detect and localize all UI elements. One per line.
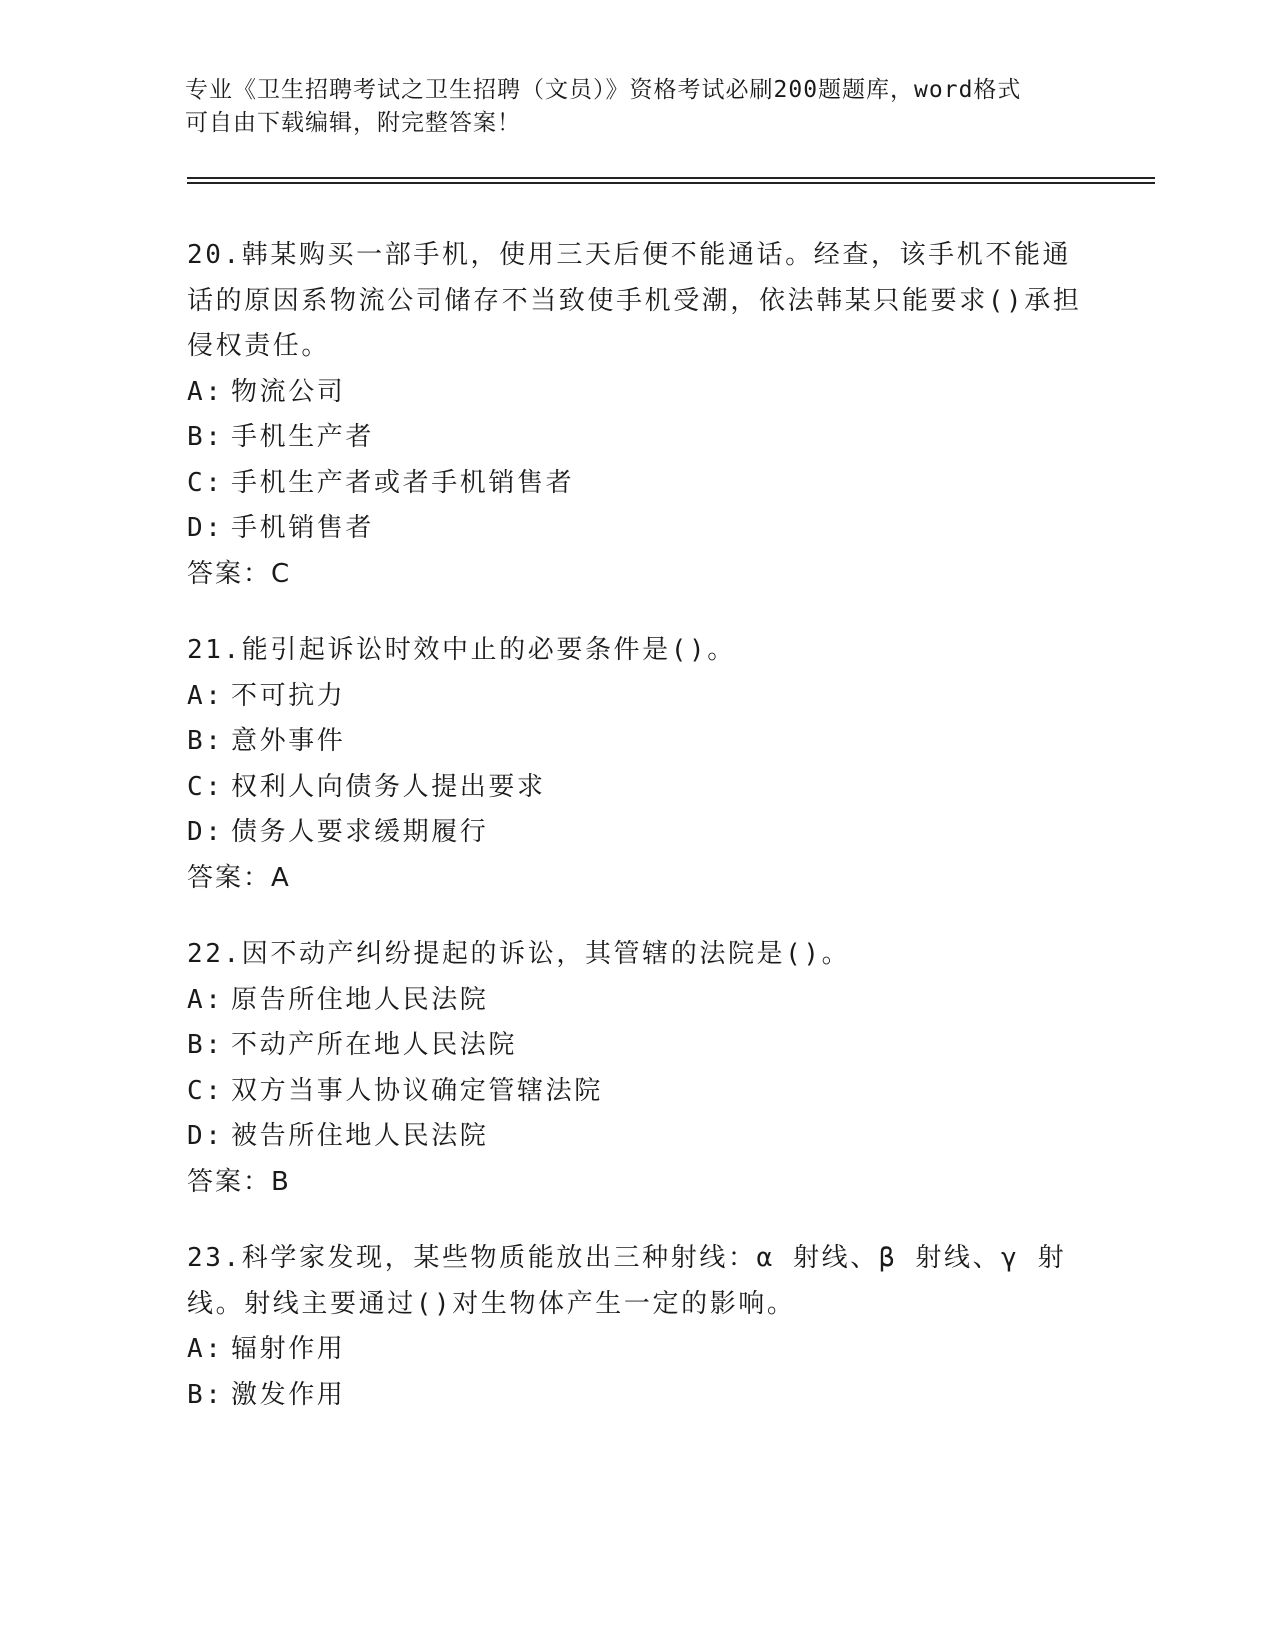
- option-text: 被告所住地人民法院: [231, 1121, 489, 1151]
- option-letter: A:: [187, 376, 224, 407]
- option-text: 手机生产者: [231, 422, 375, 452]
- option-letter: C:: [187, 467, 224, 498]
- option-text: 权利人向债务人提出要求: [231, 771, 546, 802]
- answer-line: [187, 856, 1087, 902]
- header-divider-top: [187, 177, 1155, 179]
- option-letter: D:: [187, 513, 224, 543]
- option-letter: D:: [187, 1121, 224, 1151]
- option-letter: B:: [187, 726, 224, 756]
- question-20: [187, 233, 1087, 597]
- question-22: [187, 932, 1087, 1205]
- option-a: [187, 978, 1087, 1024]
- option-letter: B:: [187, 422, 224, 452]
- answer-label: 答案：: [187, 862, 272, 893]
- option-a: [187, 674, 1087, 720]
- option-text: 债务人要求缓期履行: [231, 817, 489, 847]
- option-c: [187, 765, 1087, 811]
- question-text: 20.韩某购买一部手机，使用三天后便不能通话。经查，该手机不能通话的原因系物流公司储存不当致使手机受潮，依法韩某只能要求()承担侵权责任。: [187, 240, 1082, 361]
- option-letter: C:: [187, 771, 224, 802]
- document-header: [185, 74, 1085, 140]
- option-text: 意外事件: [231, 726, 346, 756]
- option-text: 物流公司: [231, 376, 346, 407]
- option-b: [187, 1373, 1087, 1419]
- option-text: 不动产所在地人民法院: [231, 1030, 518, 1060]
- option-letter: A:: [187, 680, 224, 711]
- option-text: 手机销售者: [231, 513, 375, 543]
- option-letter: B:: [187, 1030, 224, 1060]
- option-a: [187, 370, 1087, 416]
- question-list: [187, 233, 1087, 1449]
- option-letter: A:: [187, 984, 224, 1015]
- answer-value: B: [271, 1166, 289, 1197]
- answer-label: 答案：: [187, 1166, 272, 1197]
- option-letter: C:: [187, 1075, 224, 1106]
- option-b: [187, 415, 1087, 461]
- answer-line: [187, 552, 1087, 598]
- header-line-2: 可自由下载编辑，附完整答案！: [185, 110, 521, 136]
- option-letter: D:: [187, 817, 224, 847]
- question-text: 22.因不动产纠纷提起的诉讼，其管辖的法院是()。: [187, 939, 851, 969]
- option-d: [187, 810, 1087, 856]
- answer-line: [187, 1160, 1087, 1206]
- answer-value: A: [271, 862, 289, 893]
- option-d: [187, 1114, 1087, 1160]
- option-text: 辐射作用: [231, 1334, 346, 1364]
- option-b: [187, 1023, 1087, 1069]
- option-letter: A:: [187, 1334, 224, 1364]
- option-text: 原告所住地人民法院: [231, 984, 489, 1015]
- header-divider-bottom: [187, 182, 1155, 184]
- option-a: [187, 1327, 1087, 1373]
- question-21: [187, 628, 1087, 901]
- option-text: 激发作用: [231, 1379, 346, 1410]
- option-text: 双方当事人协议确定管辖法院: [231, 1075, 603, 1106]
- question-23: [187, 1236, 1087, 1418]
- option-c: [187, 461, 1087, 507]
- option-b: [187, 719, 1087, 765]
- question-text: 23.科学家发现，某些物质能放出三种射线：α 射线、β 射线、γ 射线。射线主要通过()对生物体产生一定的影响。: [187, 1243, 1067, 1319]
- answer-value: C: [271, 558, 290, 589]
- header-line-1: 专业《卫生招聘考试之卫生招聘（文员）》资格考试必刷200题题库，word格式: [185, 77, 1022, 103]
- answer-label: 答案：: [187, 558, 272, 589]
- option-d: [187, 506, 1087, 552]
- option-text: 不可抗力: [231, 680, 346, 711]
- question-text: 21.能引起诉讼时效中止的必要条件是()。: [187, 635, 736, 665]
- option-letter: B:: [187, 1379, 224, 1410]
- option-text: 手机生产者或者手机销售者: [231, 467, 575, 498]
- option-c: [187, 1069, 1087, 1115]
